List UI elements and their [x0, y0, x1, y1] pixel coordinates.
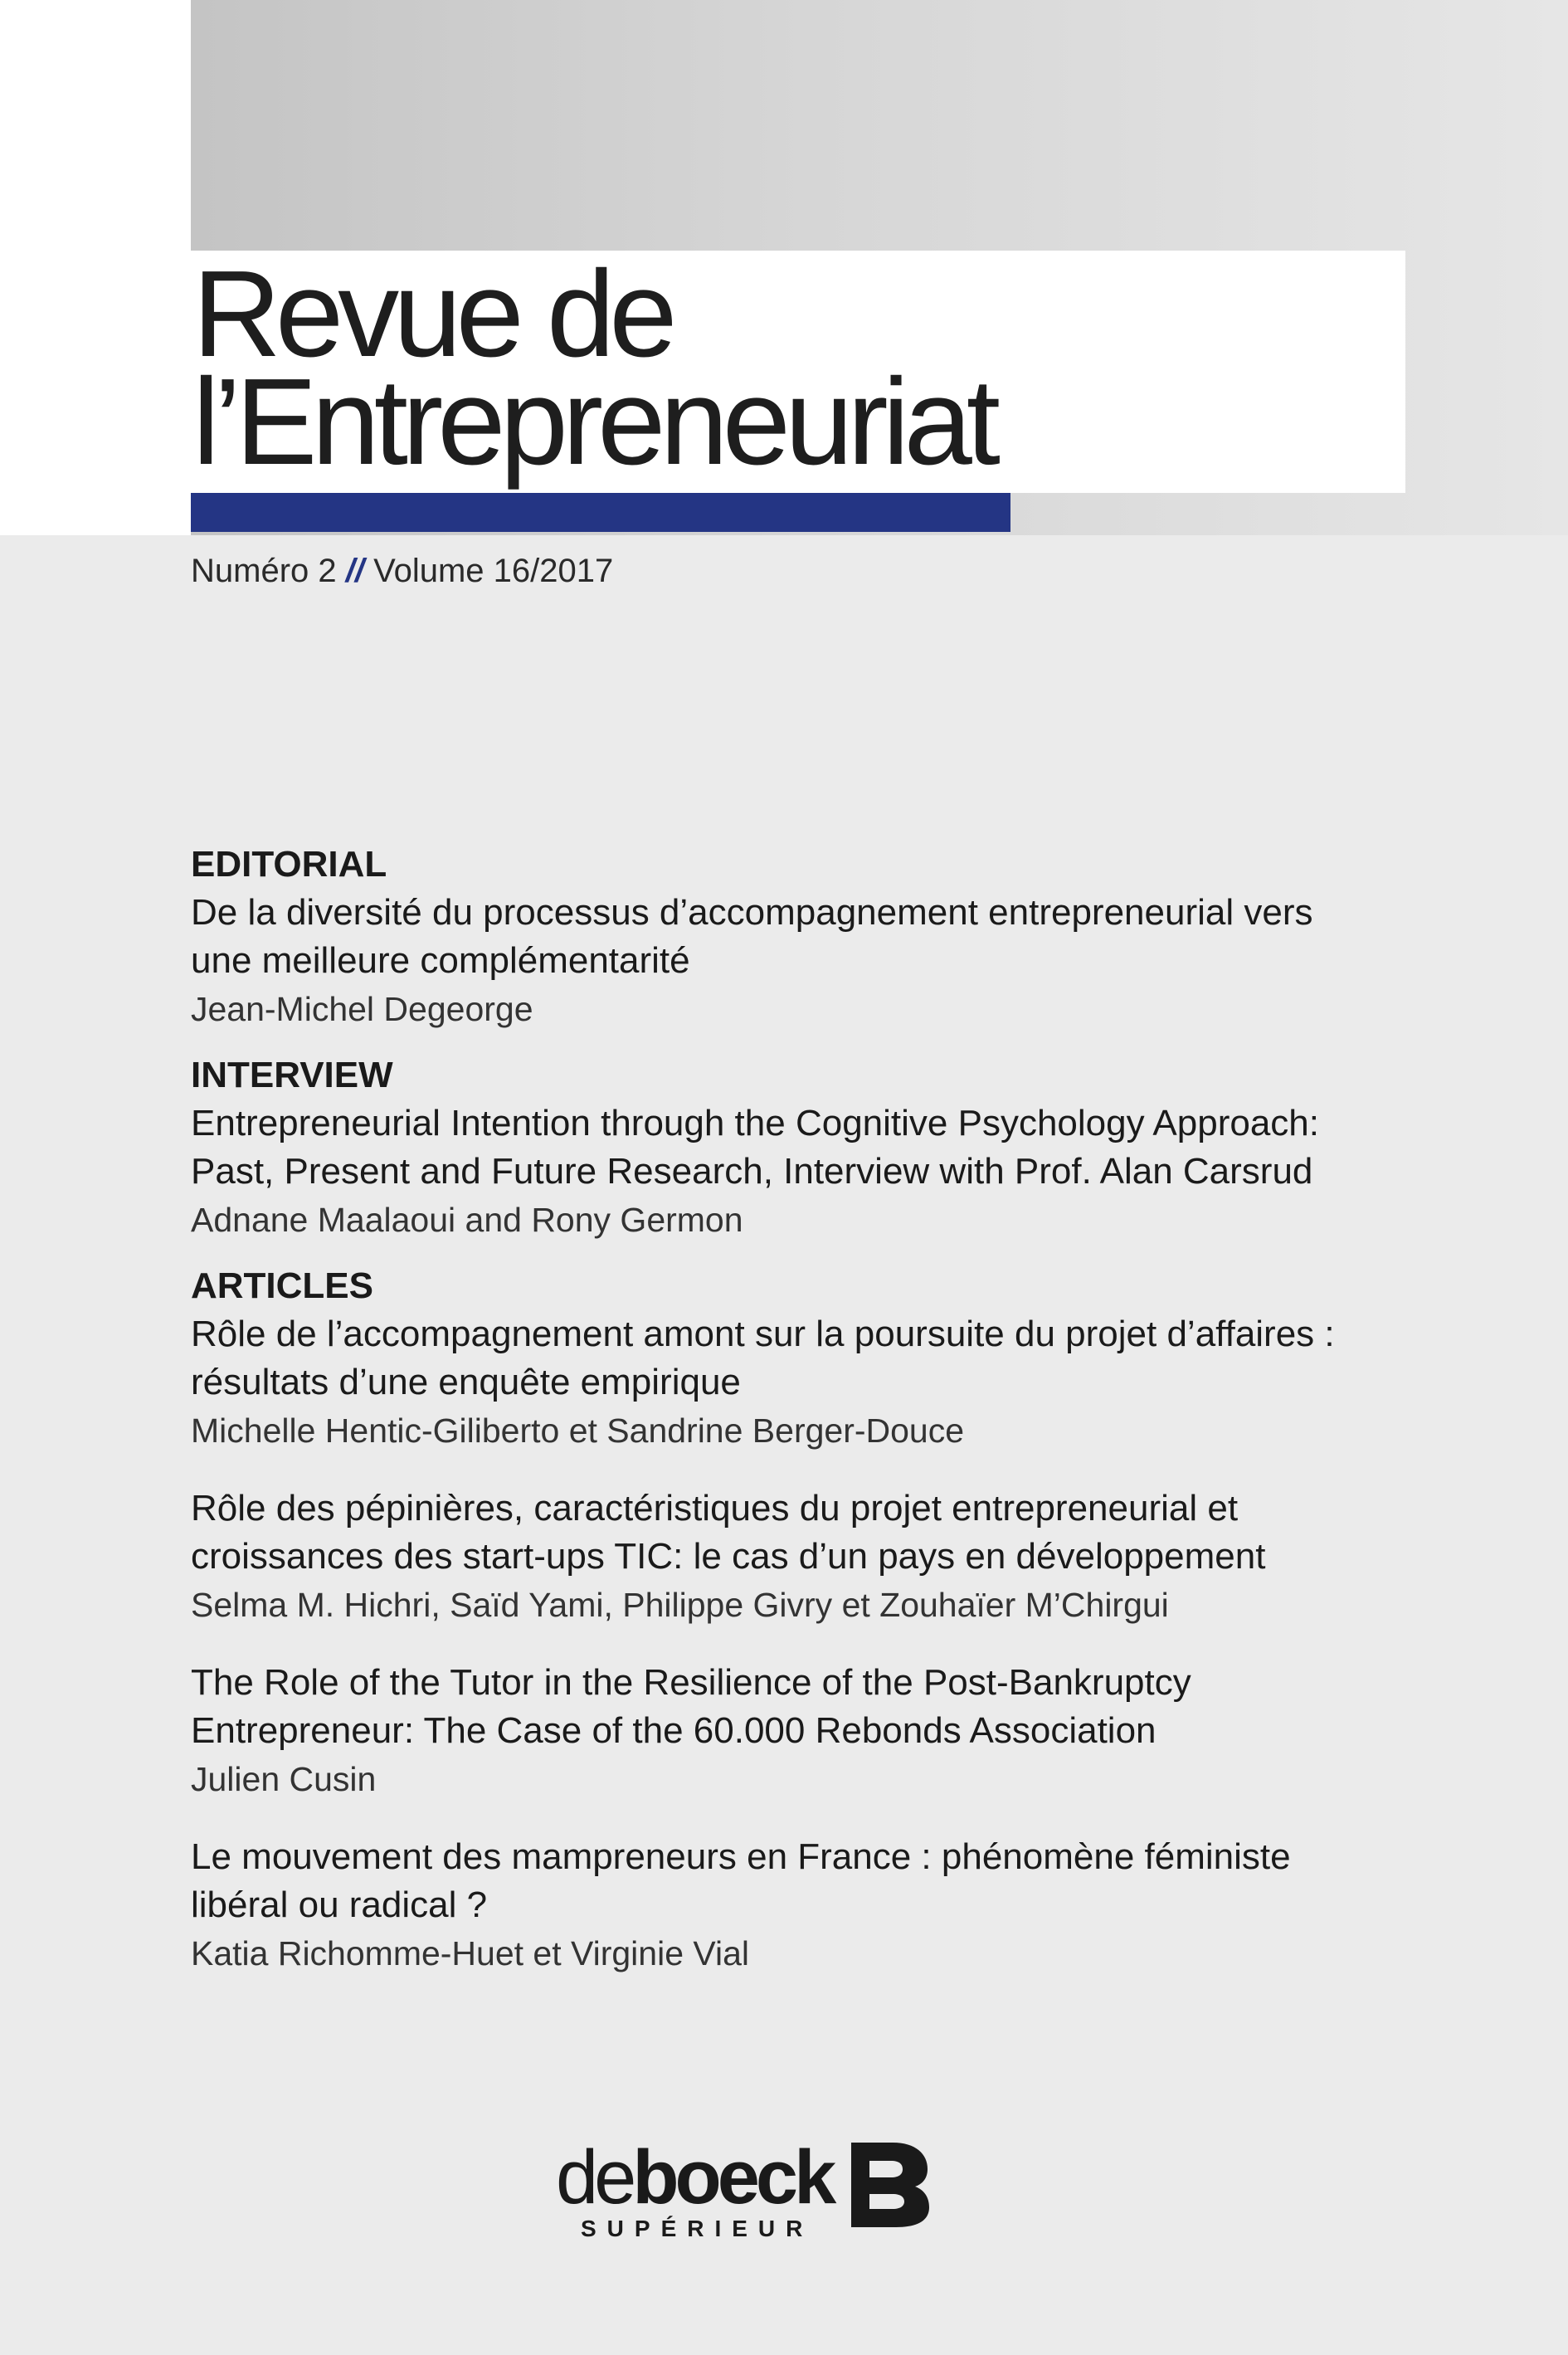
entry-title-line: Entrepreneurial Intention through the Cognitive Psychology Approach:	[191, 1103, 1319, 1143]
db-monogram-icon	[848, 2139, 931, 2231]
section-interview	[191, 1051, 1452, 1244]
publisher-wordmark	[556, 2135, 833, 2220]
entry-title-line: Entrepreneur: The Case of the 60.000 Rebonds Association	[191, 1710, 1157, 1751]
entry-authors: Selma M. Hichri, Saïd Yami, Philippe Givry et Zouhaïer M’Chirgui	[191, 1586, 1169, 1624]
entry-title-line: libéral ou radical ?	[191, 1884, 488, 1925]
entry-title-line: Past, Present and Future Research, Interview with Prof. Alan Carsrud	[191, 1151, 1313, 1192]
table-of-contents	[191, 841, 1452, 1996]
journal-title-line-2: l’Entrepreneuriat	[192, 353, 995, 490]
issue-separator: //	[345, 553, 364, 589]
toc-entry[interactable]	[191, 1659, 1452, 1803]
entry-title-line: The Role of the Tutor in the Resilience of the Post-Bankruptcy	[191, 1662, 1191, 1703]
entry-authors: Michelle Hentic-Giliberto et Sandrine Berger-Douce	[191, 1412, 965, 1450]
toc-entry[interactable]	[191, 1833, 1452, 1977]
section-heading: EDITORIAL	[191, 844, 387, 885]
section-heading: INTERVIEW	[191, 1055, 393, 1095]
entry-title-line: Rôle de l’accompagnement amont sur la poursuite du projet d’affaires :	[191, 1314, 1335, 1354]
entry-authors: Katia Richomme-Huet et Virginie Vial	[191, 1934, 750, 1972]
publisher-name-bold: boeck	[632, 2135, 833, 2220]
entry-title-line: De la diversité du processus d’accompagnement entrepreneurial vers	[191, 892, 1313, 933]
entry-title-line: une meilleure complémentarité	[191, 940, 690, 981]
issue-volume: Volume 16/2017	[373, 553, 614, 589]
entry-title-line: résultats d’une enquête empirique	[191, 1362, 741, 1402]
journal-title-line-1: Revue de	[192, 246, 672, 383]
toc-entry[interactable]	[191, 1310, 1452, 1455]
publisher-name-light: de	[556, 2135, 633, 2220]
entry-title-line: Le mouvement des mampreneurs en France : phénomène féministe	[191, 1836, 1291, 1877]
toc-entry[interactable]	[191, 1099, 1452, 1244]
publisher-subtitle: SUPÉRIEUR	[581, 2216, 814, 2241]
entry-title-line: Rôle des pépinières, caractéristiques du projet entrepreneurial et	[191, 1488, 1239, 1529]
publisher-logo	[556, 2135, 1020, 2241]
entry-authors: Jean-Michel Degeorge	[191, 990, 533, 1028]
accent-bar	[191, 493, 1010, 532]
section-heading: ARTICLES	[191, 1265, 373, 1306]
section-articles	[191, 1262, 1452, 1977]
issue-number: Numéro 2	[191, 553, 337, 589]
section-editorial	[191, 841, 1452, 1033]
entry-authors: Adnane Maalaoui and Rony Germon	[191, 1201, 743, 1239]
toc-entry[interactable]	[191, 889, 1452, 1033]
entry-authors: Julien Cusin	[191, 1760, 377, 1798]
issue-info	[191, 553, 613, 590]
entry-title-line: croissances des start-ups TIC: le cas d’un pays en développement	[191, 1536, 1266, 1577]
toc-entry[interactable]	[191, 1485, 1452, 1629]
